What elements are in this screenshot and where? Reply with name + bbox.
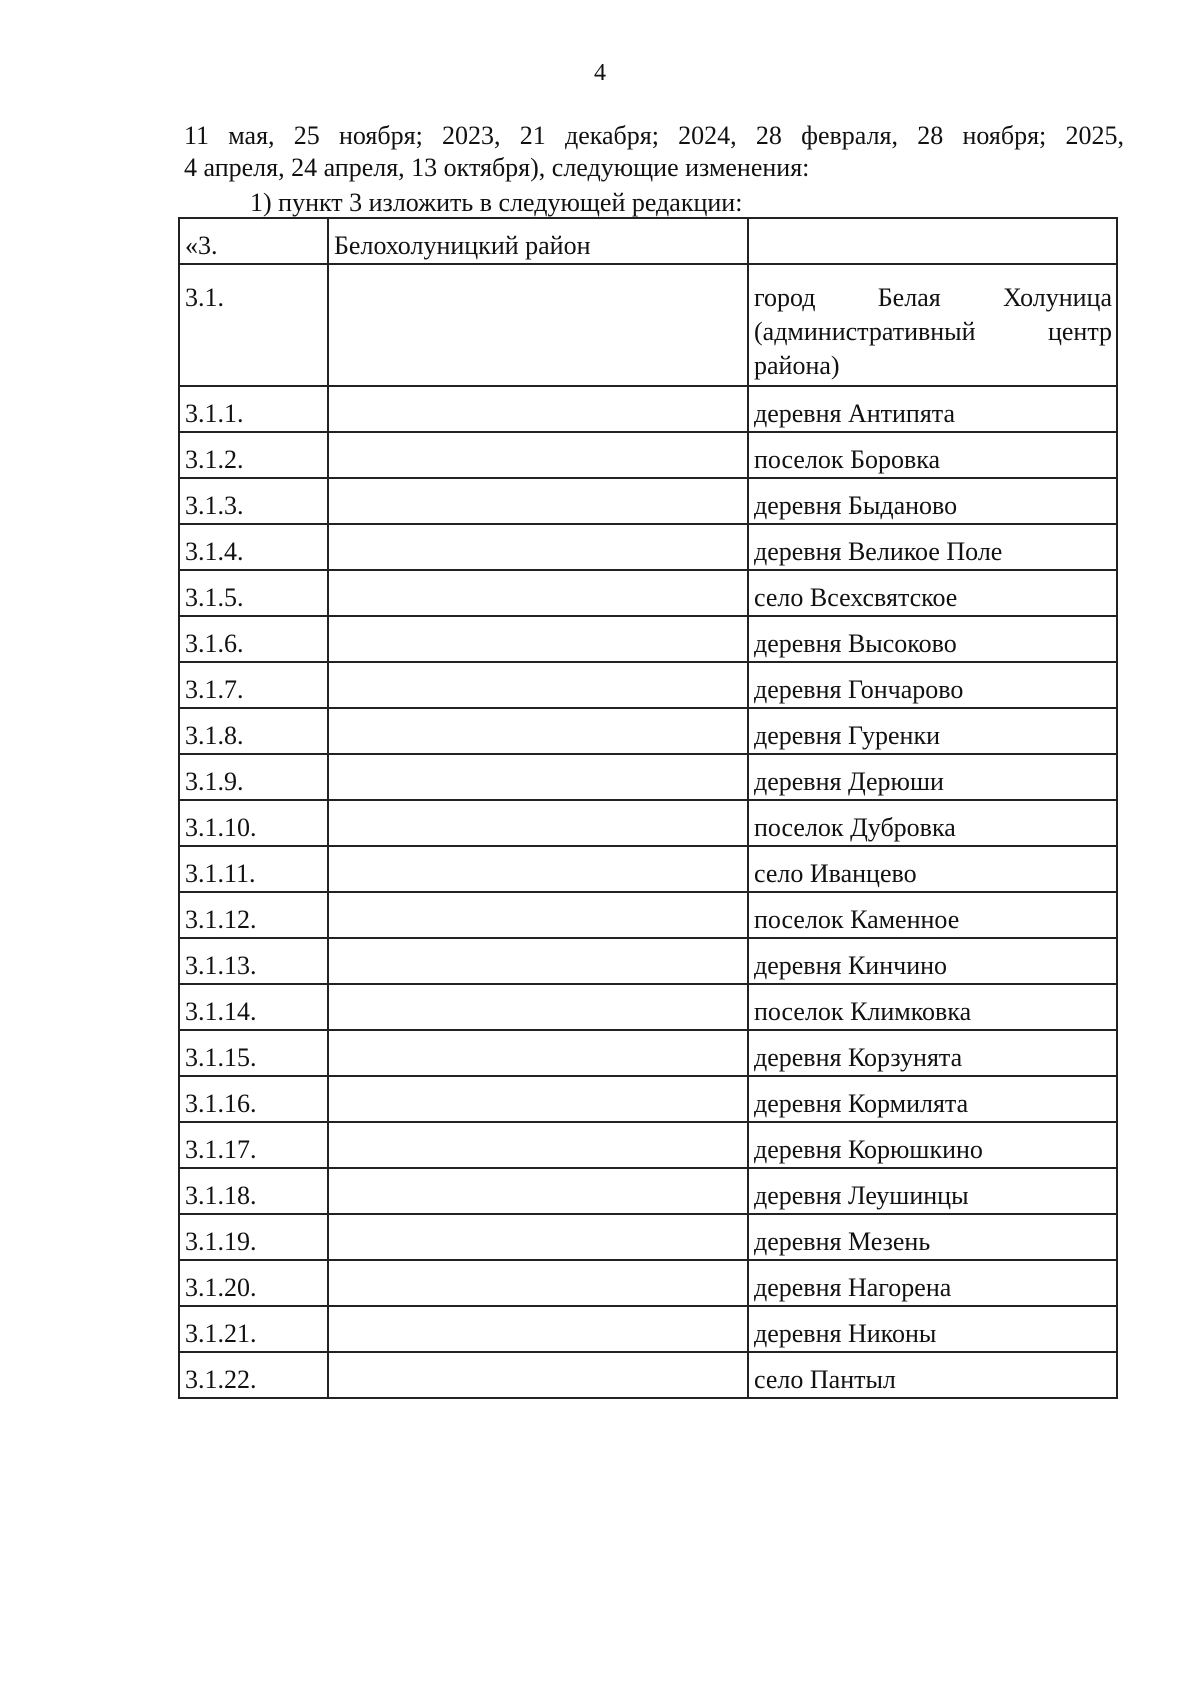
table-row	[179, 1030, 1117, 1076]
table-row	[179, 708, 1117, 754]
row-empty-cell	[328, 1260, 748, 1306]
row-number: 3.1.14.	[179, 984, 328, 1030]
row-number: 3.1.15.	[179, 1030, 328, 1076]
row-number: 3.1.6.	[179, 616, 328, 662]
row-number: 3.1.9.	[179, 754, 328, 800]
settlements-table	[178, 217, 1118, 1399]
row-empty-cell	[328, 1076, 748, 1122]
table-row	[179, 754, 1117, 800]
center-settlement	[748, 264, 1117, 386]
row-empty-cell	[328, 800, 748, 846]
table-row	[179, 386, 1117, 432]
settlement-name: деревня Никоны	[748, 1306, 1117, 1352]
center-line-2: (административный центр	[754, 317, 1112, 346]
center-line-1: город Белая Холуница	[754, 283, 1112, 312]
row-empty-cell	[328, 1168, 748, 1214]
row-number: 3.1.17.	[179, 1122, 328, 1168]
row-empty-cell	[328, 846, 748, 892]
row-empty-cell	[328, 570, 748, 616]
row-empty-cell	[328, 708, 748, 754]
settlement-name: деревня Великое Поле	[748, 524, 1117, 570]
settlement-name: деревня Корюшкино	[748, 1122, 1117, 1168]
table-row	[179, 1352, 1117, 1398]
settlement-name: деревня Кормилята	[748, 1076, 1117, 1122]
table-row	[179, 432, 1117, 478]
row-empty-cell	[328, 432, 748, 478]
row-number: 3.1.2.	[179, 432, 328, 478]
settlement-name: поселок Климковка	[748, 984, 1117, 1030]
table-row	[179, 892, 1117, 938]
table-row	[179, 1168, 1117, 1214]
table-row	[179, 1260, 1117, 1306]
settlement-name: село Пантыл	[748, 1352, 1117, 1398]
row-empty-cell	[328, 938, 748, 984]
settlement-name: деревня Дерюши	[748, 754, 1117, 800]
row-empty-cell	[328, 1122, 748, 1168]
table-row	[179, 938, 1117, 984]
table-row	[179, 800, 1117, 846]
row-number: 3.1.5.	[179, 570, 328, 616]
table-row	[179, 1306, 1117, 1352]
district-number: «3.	[179, 218, 328, 264]
settlement-name: деревня Быданово	[748, 478, 1117, 524]
row-number: 3.1.1.	[179, 386, 328, 432]
settlement-name: деревня Антипята	[748, 386, 1117, 432]
table-row-center	[179, 264, 1117, 386]
intro-line-1: 11 мая, 25 ноября; 2023, 21 декабря; 2024, 28 февраля, 28 ноября; 2025,	[184, 121, 1124, 150]
table-row	[179, 1122, 1117, 1168]
settlement-name: деревня Кинчино	[748, 938, 1117, 984]
table-row	[179, 984, 1117, 1030]
row-empty-cell	[328, 754, 748, 800]
settlement-name: деревня Гончарово	[748, 662, 1117, 708]
row-empty-cell	[328, 524, 748, 570]
row-number: 3.1.3.	[179, 478, 328, 524]
settlement-name: поселок Боровка	[748, 432, 1117, 478]
table-row	[179, 662, 1117, 708]
table-row	[179, 478, 1117, 524]
row-number: 3.1.12.	[179, 892, 328, 938]
row-number: 3.1.18.	[179, 1168, 328, 1214]
row-number: 3.1.10.	[179, 800, 328, 846]
row-empty-cell	[328, 386, 748, 432]
settlement-name: поселок Каменное	[748, 892, 1117, 938]
center-empty-cell	[328, 264, 748, 386]
settlement-name: деревня Нагорена	[748, 1260, 1117, 1306]
settlement-name: поселок Дубровка	[748, 800, 1117, 846]
settlement-name: село Всехсвятское	[748, 570, 1117, 616]
row-empty-cell	[328, 616, 748, 662]
table-row	[179, 1076, 1117, 1122]
row-empty-cell	[328, 478, 748, 524]
settlement-name: деревня Мезень	[748, 1214, 1117, 1260]
row-empty-cell	[328, 1214, 748, 1260]
settlement-name: деревня Гуренки	[748, 708, 1117, 754]
row-empty-cell	[328, 892, 748, 938]
row-empty-cell	[328, 662, 748, 708]
district-name: Белохолуницкий район	[328, 218, 748, 264]
row-number: 3.1.20.	[179, 1260, 328, 1306]
row-number: 3.1.7.	[179, 662, 328, 708]
intro-paragraph	[184, 120, 1124, 184]
row-number: 3.1.22.	[179, 1352, 328, 1398]
settlement-name: село Иванцево	[748, 846, 1117, 892]
row-empty-cell	[328, 1306, 748, 1352]
row-empty-cell	[328, 1030, 748, 1076]
table-row	[179, 616, 1117, 662]
center-number: 3.1.	[179, 264, 328, 386]
row-number: 3.1.13.	[179, 938, 328, 984]
row-number: 3.1.16.	[179, 1076, 328, 1122]
table-row	[179, 846, 1117, 892]
settlement-name: деревня Высоково	[748, 616, 1117, 662]
table-row	[179, 570, 1117, 616]
center-line-3: района)	[754, 351, 840, 380]
row-empty-cell	[328, 984, 748, 1030]
row-number: 3.1.4.	[179, 524, 328, 570]
amendment-item: 1) пункт 3 изложить в следующей редакции:	[250, 188, 743, 217]
page-number: 4	[594, 60, 606, 86]
intro-line-2: 4 апреля, 24 апреля, 13 октября), следующие изменения:	[184, 153, 810, 182]
table-row	[179, 524, 1117, 570]
settlement-name: деревня Леушинцы	[748, 1168, 1117, 1214]
table-row	[179, 1214, 1117, 1260]
row-number: 3.1.21.	[179, 1306, 328, 1352]
row-number: 3.1.11.	[179, 846, 328, 892]
row-number: 3.1.19.	[179, 1214, 328, 1260]
table-row-district	[179, 218, 1117, 264]
row-number: 3.1.8.	[179, 708, 328, 754]
settlement-name: деревня Корзунята	[748, 1030, 1117, 1076]
settlements-table-body	[179, 218, 1117, 1398]
district-settlement	[748, 218, 1117, 264]
row-empty-cell	[328, 1352, 748, 1398]
